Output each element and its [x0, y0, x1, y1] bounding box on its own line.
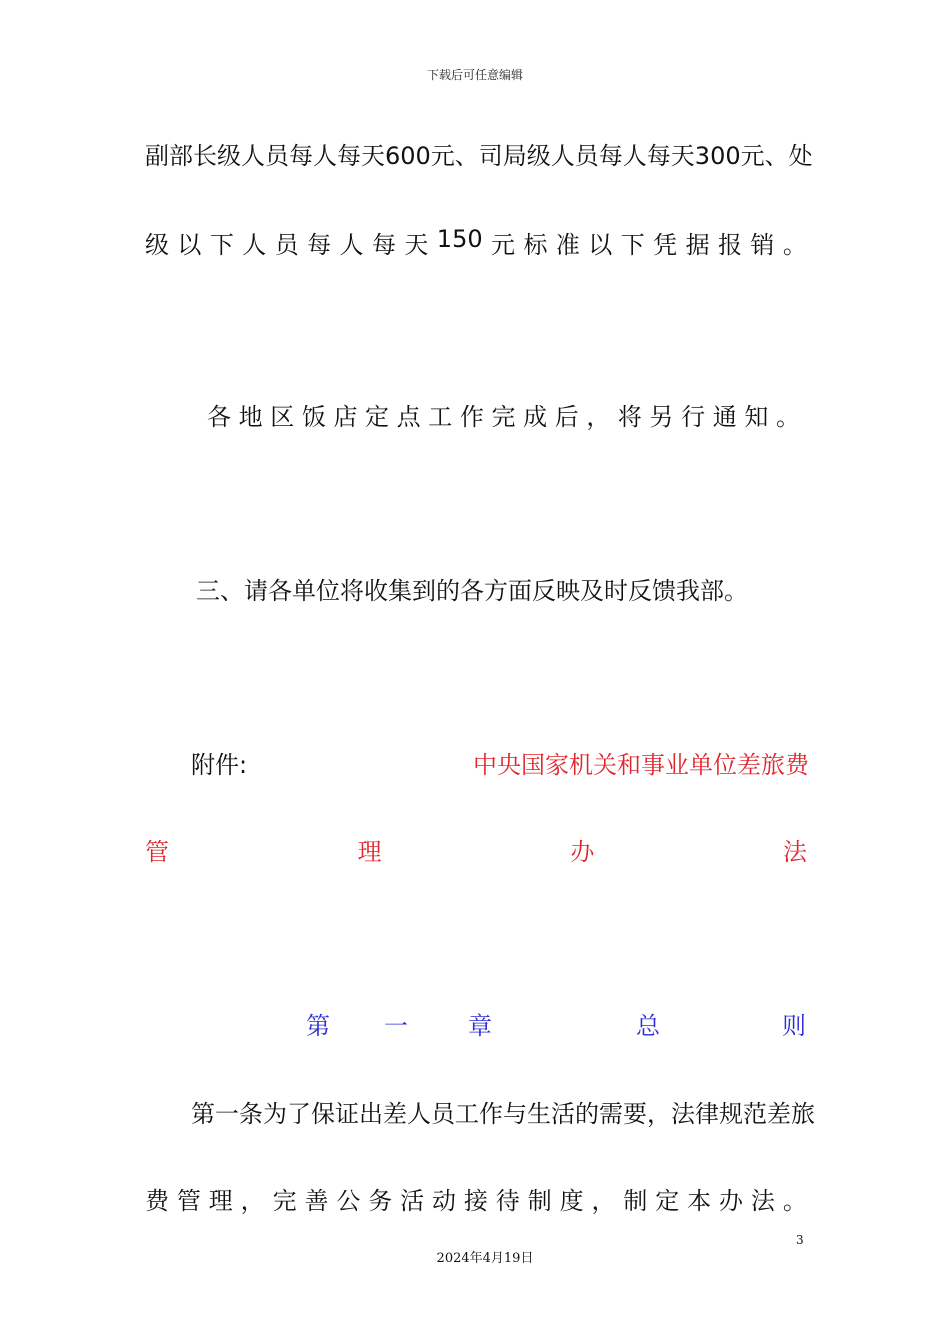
char: 管 — [145, 838, 169, 866]
char: 理 — [208, 1187, 233, 1215]
char: 本 — [687, 1187, 712, 1215]
char: 行 — [681, 403, 706, 431]
page-header: 下载后可任意编辑 — [426, 68, 523, 82]
char: 人 — [242, 231, 267, 259]
char: 地 — [238, 403, 263, 431]
paragraph-1-line-2 — [145, 225, 807, 260]
char: 天 — [404, 231, 429, 259]
char: 。 — [782, 231, 807, 259]
char: 法 — [750, 1187, 775, 1215]
char: 办 — [570, 838, 595, 866]
char: 据 — [685, 231, 710, 259]
char: 理 — [357, 838, 382, 866]
attachment-title-line-1: 中央国家机关和事业单位差旅费 — [473, 751, 809, 779]
char: 活 — [400, 1187, 425, 1215]
char: 150 — [436, 225, 483, 253]
char: 另 — [649, 403, 674, 431]
char: 每 — [307, 231, 332, 259]
char: 工 — [428, 403, 453, 431]
char: 后 — [554, 403, 579, 431]
paragraph-1-line-1: 副部长级人员每人每天600元、司局级人员每人每天300元、处 — [145, 142, 813, 170]
char: 以 — [588, 231, 613, 259]
char: 制 — [623, 1187, 648, 1215]
char: ， — [240, 1187, 265, 1215]
char: 费 — [145, 1187, 169, 1215]
char: 元 — [491, 231, 516, 259]
char: 通 — [712, 403, 737, 431]
char: ， — [591, 1187, 616, 1215]
chapter-char: 第 — [306, 1012, 330, 1040]
char: 成 — [523, 403, 548, 431]
char: 完 — [272, 1187, 297, 1215]
paragraph-2 — [207, 397, 800, 432]
paragraph-3: 三、请各单位将收集到的各方面反映及时反馈我部。 — [196, 577, 748, 605]
char: 以 — [177, 231, 202, 259]
char: 。 — [782, 1187, 807, 1215]
char: 待 — [495, 1187, 520, 1215]
char: 凭 — [653, 231, 678, 259]
char: 善 — [304, 1187, 329, 1215]
char: 度 — [559, 1187, 584, 1215]
char: 报 — [717, 231, 742, 259]
chapter-char: 一 — [384, 1012, 408, 1040]
char: 公 — [336, 1187, 361, 1215]
char: ， — [586, 403, 611, 431]
chapter-char: 章 — [468, 1012, 492, 1040]
char: 办 — [719, 1187, 744, 1215]
char: 下 — [209, 231, 234, 259]
char: 人 — [339, 231, 364, 259]
char: 管 — [176, 1187, 201, 1215]
char: 区 — [270, 403, 295, 431]
char: 完 — [491, 403, 516, 431]
char: 级 — [145, 231, 169, 259]
char: 将 — [617, 403, 642, 431]
char: 销 — [750, 231, 775, 259]
article-1-line-1: 第一条为了保证出差人员工作与生活的需要，法律规范差旅 — [191, 1100, 815, 1128]
attachment-title-line-2 — [145, 832, 807, 867]
char: 饭 — [301, 403, 326, 431]
footer-date: 2024年4月19日 — [436, 1251, 534, 1266]
page-number: 3 — [796, 1233, 804, 1247]
char: 。 — [775, 403, 800, 431]
char: 下 — [620, 231, 645, 259]
char: 每 — [371, 231, 396, 259]
chapter-heading — [306, 1006, 806, 1038]
char: 店 — [333, 403, 358, 431]
char: 准 — [555, 231, 580, 259]
char: 动 — [432, 1187, 457, 1215]
char: 作 — [459, 403, 484, 431]
chapter-char: 则 — [782, 1012, 806, 1040]
article-1-line-2 — [145, 1181, 807, 1216]
char: 点 — [396, 403, 421, 431]
char: 接 — [463, 1187, 488, 1215]
char: 务 — [368, 1187, 393, 1215]
attachment-label: 附件: — [191, 751, 248, 779]
char: 定 — [655, 1187, 680, 1215]
char: 法 — [782, 838, 807, 866]
char: 定 — [365, 403, 390, 431]
char: 知 — [744, 403, 769, 431]
char: 标 — [523, 231, 548, 259]
chapter-char: 总 — [636, 1012, 660, 1040]
char: 各 — [207, 403, 231, 431]
char: 员 — [274, 231, 299, 259]
char: 制 — [527, 1187, 552, 1215]
